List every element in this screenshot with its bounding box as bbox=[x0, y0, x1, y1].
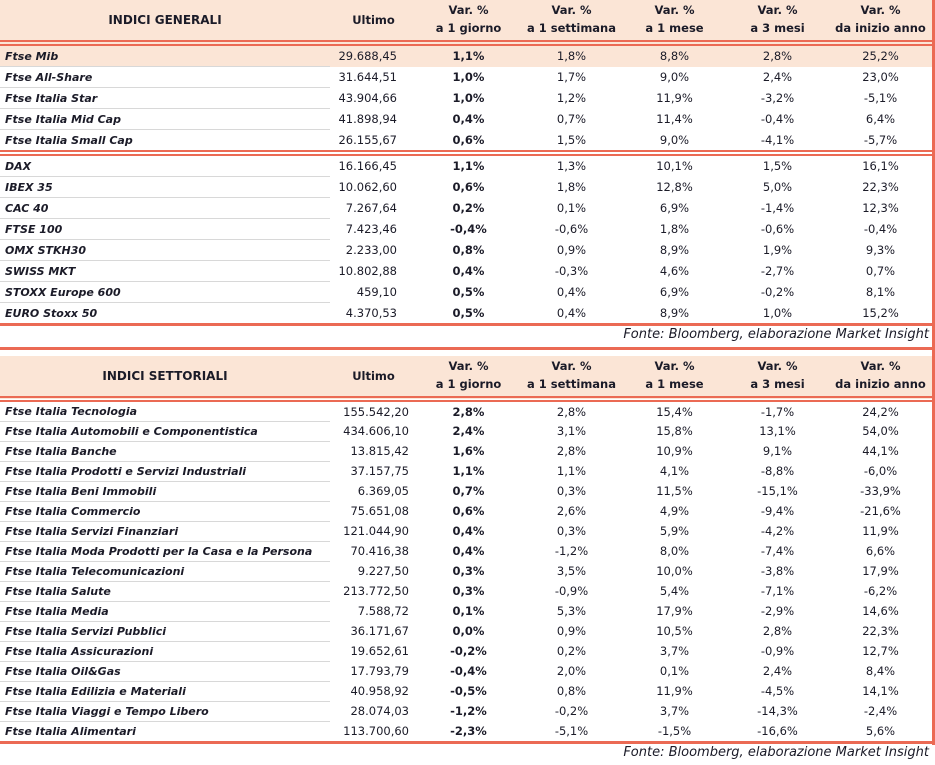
index-name: Ftse Italia Edilizia e Materiali bbox=[0, 681, 330, 701]
var-ytd-value: 14,6% bbox=[862, 604, 899, 619]
var-ytd-value: 9,3% bbox=[865, 243, 896, 257]
var-3months-value: 2,4% bbox=[762, 664, 793, 679]
var-ytd-value: 12,7% bbox=[862, 644, 899, 659]
last-price-value: 16.166,45 bbox=[338, 159, 397, 174]
var-1week-value: 0,9% bbox=[556, 624, 587, 639]
var-1month-value: 9,0% bbox=[659, 132, 690, 147]
index-name: Ftse Italia Mid Cap bbox=[0, 109, 330, 130]
index-name: Ftse Italia Small Cap bbox=[5, 133, 133, 147]
index-name: EURO Stoxx 50 bbox=[5, 306, 98, 320]
var-1week-value: 0,3% bbox=[556, 524, 587, 539]
var-1week-value: 0,4% bbox=[556, 285, 587, 299]
index-name: Ftse Mib bbox=[0, 43, 330, 67]
var-1day-value: 2,4% bbox=[452, 424, 485, 439]
var-3months-value: -0,9% bbox=[760, 644, 795, 659]
var-1day-value: 0,6% bbox=[452, 132, 485, 147]
var-1day-value: 1,6% bbox=[452, 444, 485, 459]
col-header-var-1day: Var. % a 1 giorno bbox=[417, 0, 520, 43]
last-price-value: 9.227,50 bbox=[357, 564, 409, 579]
var-1day-value: -2,3% bbox=[450, 724, 487, 739]
var-1month-value: 1,8% bbox=[659, 222, 690, 236]
var-3months-value: 2,8% bbox=[762, 624, 793, 639]
var-1week-value: 0,4% bbox=[556, 305, 587, 320]
var-1day-value: 0,5% bbox=[452, 305, 485, 320]
var-1week-value: 0,3% bbox=[556, 484, 587, 499]
var-1week-value: -0,6% bbox=[554, 222, 589, 236]
var-ytd-value: 5,6% bbox=[865, 724, 896, 739]
var-1day-value: 0,5% bbox=[452, 285, 485, 299]
var-1month-value: 11,9% bbox=[656, 684, 693, 699]
var-ytd-value: 22,3% bbox=[862, 180, 899, 194]
index-name: FTSE 100 bbox=[0, 219, 330, 240]
var-1month-value: 11,5% bbox=[656, 484, 693, 499]
last-price-value: 2.233,00 bbox=[345, 243, 397, 257]
index-row bbox=[0, 43, 932, 67]
var-ytd-value: 16,1% bbox=[862, 159, 899, 174]
general-indices-table bbox=[0, 0, 932, 326]
sector-table-title: INDICI SETTORIALI bbox=[0, 356, 330, 399]
var-3months-value: -2,9% bbox=[760, 604, 795, 619]
last-price-value: 155.542,20 bbox=[343, 404, 409, 419]
var-3months-value: 2,8% bbox=[726, 43, 829, 67]
col-header-var-1day: Var. % a 1 giorno bbox=[417, 356, 520, 399]
last-price-value: 121.044,90 bbox=[343, 524, 409, 539]
var-1day-value: 0,1% bbox=[452, 604, 485, 619]
var-1day-value: 0,7% bbox=[452, 484, 485, 499]
var-1month-value: 15,4% bbox=[656, 404, 693, 419]
index-name: Ftse Italia Salute bbox=[0, 581, 330, 601]
index-row bbox=[0, 67, 932, 88]
var-3months-value: -4,2% bbox=[760, 524, 795, 539]
col-header-var-3months: Var. % a 3 mesi bbox=[726, 356, 829, 399]
var-1week-value: 3,5% bbox=[556, 564, 587, 579]
var-1month-value: 5,9% bbox=[659, 524, 690, 539]
index-row bbox=[0, 561, 932, 581]
col-header-var-1month: Var. % a 1 mese bbox=[623, 356, 726, 399]
var-1month-value: 3,7% bbox=[659, 644, 690, 659]
index-row bbox=[0, 541, 932, 561]
var-1week-value: -1,2% bbox=[554, 544, 589, 559]
var-1month-value: 10,9% bbox=[656, 444, 693, 459]
var-1month-value: 8,0% bbox=[659, 544, 690, 559]
var-1day-value: 2,8% bbox=[452, 404, 485, 419]
last-price-value: 43.904,66 bbox=[338, 91, 397, 105]
var-1day-value: 1,1% bbox=[452, 159, 485, 174]
last-price-value: 36.171,67 bbox=[350, 624, 409, 639]
last-price-value: 75.651,08 bbox=[350, 504, 409, 519]
index-name: Ftse Italia Moda Prodotti per la Casa e la Persona bbox=[0, 541, 330, 561]
var-1week-value: -5,1% bbox=[554, 724, 589, 739]
var-1month-value: 4,6% bbox=[659, 264, 690, 278]
index-row bbox=[0, 130, 932, 151]
var-1month-value: 12,8% bbox=[656, 180, 693, 194]
var-3months-value: 9,1% bbox=[762, 444, 793, 459]
var-1month-value: 8,9% bbox=[659, 305, 690, 320]
var-1week-value: 3,1% bbox=[556, 424, 587, 439]
index-name: Ftse Italia Viaggi e Tempo Libero bbox=[0, 701, 330, 721]
var-1day-value: 0,6% bbox=[452, 180, 485, 194]
var-1week-value: -0,3% bbox=[554, 264, 589, 278]
index-row bbox=[0, 261, 932, 282]
index-row bbox=[0, 701, 932, 721]
var-3months-value: -3,2% bbox=[760, 91, 795, 105]
index-name: CAC 40 bbox=[0, 198, 330, 219]
var-1week-value: 0,9% bbox=[556, 243, 587, 257]
var-1day-value: 0,4% bbox=[452, 112, 485, 126]
index-row bbox=[0, 303, 932, 325]
var-ytd-value: 6,6% bbox=[865, 544, 896, 559]
index-row bbox=[0, 198, 932, 219]
var-3months-value: 1,0% bbox=[762, 305, 793, 320]
var-1week-value: 1,5% bbox=[556, 132, 587, 147]
sector-indices-table bbox=[0, 356, 932, 744]
var-1month-value: 4,9% bbox=[659, 504, 690, 519]
index-row bbox=[0, 421, 932, 441]
last-price-value: 213.772,50 bbox=[343, 584, 409, 599]
index-name: Ftse Italia Prodotti e Servizi Industriali bbox=[0, 461, 330, 481]
var-1month-value: 10,1% bbox=[656, 159, 693, 174]
var-ytd-value: 24,2% bbox=[862, 404, 899, 419]
index-name: Ftse Italia Commercio bbox=[0, 501, 330, 521]
var-1month-value: 11,9% bbox=[656, 91, 693, 105]
var-1week-value: 2,6% bbox=[556, 504, 587, 519]
col-header-ultimo: Ultimo bbox=[330, 356, 417, 399]
index-row bbox=[0, 721, 932, 742]
last-price-value: 19.652,61 bbox=[350, 644, 409, 659]
last-price-value: 40.958,92 bbox=[350, 684, 409, 699]
var-1day-value: -0,4% bbox=[450, 664, 487, 679]
var-1day-value: 0,2% bbox=[452, 201, 485, 215]
var-ytd-value: 25,2% bbox=[829, 43, 932, 67]
var-3months-value: -0,2% bbox=[760, 285, 795, 299]
var-1month-value: 5,4% bbox=[659, 584, 690, 599]
col-header-var-ytd: Var. % da inizio anno bbox=[829, 0, 932, 43]
var-1month-value: 9,0% bbox=[659, 70, 690, 84]
var-ytd-value: 44,1% bbox=[862, 444, 899, 459]
col-header-var-3months: Var. % a 3 mesi bbox=[726, 0, 829, 43]
var-1day-value: 1,0% bbox=[452, 70, 485, 84]
var-1day-value: 1,0% bbox=[452, 91, 485, 105]
var-1month-value: -1,5% bbox=[657, 724, 692, 739]
var-ytd-value: -5,7% bbox=[863, 132, 898, 147]
var-ytd-value: 23,0% bbox=[862, 70, 899, 84]
var-1month-value: 15,8% bbox=[656, 424, 693, 439]
var-1week-value: 1,2% bbox=[556, 91, 587, 105]
index-name: Ftse All-Share bbox=[0, 67, 330, 88]
var-3months-value: -9,4% bbox=[760, 504, 795, 519]
last-price-value: 6.369,05 bbox=[357, 484, 409, 499]
var-1month-value: 6,9% bbox=[659, 285, 690, 299]
var-1day-value: -0,2% bbox=[450, 644, 487, 659]
var-1day-value: -1,2% bbox=[450, 704, 487, 719]
source-note: Fonte: Bloomberg, elaborazione Market Insight bbox=[0, 326, 932, 350]
var-1month-value: 0,1% bbox=[659, 664, 690, 679]
var-1week-value: -0,9% bbox=[554, 584, 589, 599]
var-1month-value: 3,7% bbox=[659, 704, 690, 719]
index-name: SWISS MKT bbox=[0, 261, 330, 282]
var-1week-value: 1,8% bbox=[556, 180, 587, 194]
index-row bbox=[0, 399, 932, 422]
col-header-var-ytd: Var. % da inizio anno bbox=[829, 356, 932, 399]
index-row bbox=[0, 282, 932, 303]
index-name: Ftse Italia Servizi Pubblici bbox=[0, 621, 330, 641]
index-name: Ftse Italia Oil&Gas bbox=[0, 661, 330, 681]
index-name: Ftse Italia Tecnologia bbox=[0, 399, 330, 422]
var-3months-value: -16,6% bbox=[757, 724, 798, 739]
index-name: Ftse Italia Automobili e Componentistica bbox=[0, 421, 330, 441]
col-header-ultimo: Ultimo bbox=[330, 0, 417, 43]
var-1month-value: 6,9% bbox=[659, 201, 690, 215]
source-note: Fonte: Bloomberg, elaborazione Market Insight bbox=[623, 744, 929, 760]
var-ytd-value: -2,4% bbox=[863, 704, 898, 719]
last-price-value: 17.793,79 bbox=[350, 664, 409, 679]
var-3months-value: -7,1% bbox=[760, 584, 795, 599]
var-1day-value: 1,1% bbox=[452, 464, 485, 479]
var-1week-value: 0,2% bbox=[556, 644, 587, 659]
var-1day-value: 1,1% bbox=[417, 43, 520, 67]
last-price-value: 7.423,46 bbox=[345, 222, 397, 236]
last-price-value: 459,10 bbox=[356, 285, 397, 299]
var-ytd-value: 0,7% bbox=[865, 264, 896, 278]
col-header-var-1week: Var. % a 1 settimana bbox=[520, 356, 623, 399]
var-1month-value: 11,4% bbox=[656, 112, 693, 126]
index-row bbox=[0, 581, 932, 601]
var-ytd-value: 12,3% bbox=[862, 201, 899, 215]
var-ytd-value: -0,4% bbox=[863, 222, 898, 236]
var-3months-value: -0,4% bbox=[760, 112, 795, 126]
var-ytd-value: 6,4% bbox=[865, 112, 896, 126]
var-1week-value: 0,7% bbox=[556, 112, 587, 126]
var-3months-value: -1,7% bbox=[760, 404, 795, 419]
index-name: DAX bbox=[0, 153, 330, 177]
var-1week-value: 5,3% bbox=[556, 604, 587, 619]
last-price-value: 7.588,72 bbox=[357, 604, 409, 619]
index-name: Ftse Italia Assicurazioni bbox=[0, 641, 330, 661]
var-ytd-value: 17,9% bbox=[862, 564, 899, 579]
index-row bbox=[0, 601, 932, 621]
var-3months-value: 13,1% bbox=[759, 424, 796, 439]
var-1week-value: 1,3% bbox=[556, 159, 587, 174]
col-header-var-1week: Var. % a 1 settimana bbox=[520, 0, 623, 43]
var-1day-value: -0,4% bbox=[450, 222, 487, 236]
var-1day-value: 0,8% bbox=[452, 243, 485, 257]
last-price-value: 41.898,94 bbox=[338, 112, 397, 126]
index-row bbox=[0, 441, 932, 461]
var-3months-value: -1,4% bbox=[760, 201, 795, 215]
var-1week-value: 2,8% bbox=[556, 404, 587, 419]
last-price-value: 31.644,51 bbox=[338, 70, 397, 84]
index-row bbox=[0, 501, 932, 521]
var-3months-value: -15,1% bbox=[757, 484, 798, 499]
var-1week-value: 2,0% bbox=[556, 664, 587, 679]
index-row bbox=[0, 481, 932, 501]
index-name: Ftse Italia Star bbox=[0, 88, 330, 109]
index-row bbox=[0, 109, 932, 130]
index-name: Ftse Italia Servizi Finanziari bbox=[0, 521, 330, 541]
index-row bbox=[0, 641, 932, 661]
index-row bbox=[0, 240, 932, 261]
general-indices-block bbox=[0, 0, 932, 350]
var-1day-value: -0,5% bbox=[450, 684, 487, 699]
index-name: Ftse Italia Alimentari bbox=[5, 724, 136, 738]
var-1day-value: 0,4% bbox=[452, 264, 485, 278]
index-name: Ftse Italia Media bbox=[0, 601, 330, 621]
var-1week-value: 0,1% bbox=[556, 201, 587, 215]
last-price-value: 29.688,45 bbox=[330, 43, 417, 67]
var-1month-value: 4,1% bbox=[659, 464, 690, 479]
var-ytd-value: -21,6% bbox=[860, 504, 901, 519]
sector-indices-block bbox=[0, 356, 932, 765]
general-header-row bbox=[0, 0, 932, 43]
index-name: Ftse Italia Beni Immobili bbox=[0, 481, 330, 501]
index-name: STOXX Europe 600 bbox=[0, 282, 330, 303]
var-3months-value: -3,8% bbox=[760, 564, 795, 579]
general-table-title: INDICI GENERALI bbox=[0, 0, 330, 43]
var-ytd-value: 22,3% bbox=[862, 624, 899, 639]
last-price-value: 434.606,10 bbox=[343, 424, 409, 439]
index-name: OMX STKH30 bbox=[0, 240, 330, 261]
index-row bbox=[0, 88, 932, 109]
var-3months-value: 1,9% bbox=[762, 243, 793, 257]
var-3months-value: -2,7% bbox=[760, 264, 795, 278]
var-3months-value: -4,1% bbox=[760, 132, 795, 147]
index-row bbox=[0, 521, 932, 541]
var-ytd-value: 8,4% bbox=[865, 664, 896, 679]
index-row bbox=[0, 621, 932, 641]
var-ytd-value: 54,0% bbox=[862, 424, 899, 439]
last-price-value: 10.062,60 bbox=[338, 180, 397, 194]
var-1week-value: 1,8% bbox=[520, 43, 623, 67]
var-1month-value: 10,0% bbox=[656, 564, 693, 579]
var-1day-value: 0,3% bbox=[452, 564, 485, 579]
var-1month-value: 8,9% bbox=[659, 243, 690, 257]
var-ytd-value: 15,2% bbox=[862, 305, 899, 320]
var-1week-value: 0,8% bbox=[556, 684, 587, 699]
var-ytd-value: -6,0% bbox=[863, 464, 898, 479]
var-ytd-value: -33,9% bbox=[860, 484, 901, 499]
var-3months-value: -4,5% bbox=[760, 684, 795, 699]
var-3months-value: -7,4% bbox=[760, 544, 795, 559]
var-1week-value: 2,8% bbox=[556, 444, 587, 459]
var-3months-value: -0,6% bbox=[760, 222, 795, 236]
index-name: IBEX 35 bbox=[0, 177, 330, 198]
var-ytd-value: 8,1% bbox=[865, 285, 896, 299]
var-3months-value: 1,5% bbox=[762, 159, 793, 174]
last-price-value: 10.802,88 bbox=[338, 264, 397, 278]
index-name: Ftse Italia Telecomunicazioni bbox=[0, 561, 330, 581]
index-row bbox=[0, 461, 932, 481]
index-row bbox=[0, 681, 932, 701]
var-1month-value: 8,8% bbox=[623, 43, 726, 67]
var-3months-value: 5,0% bbox=[762, 180, 793, 194]
var-1week-value: 1,1% bbox=[556, 464, 587, 479]
index-row bbox=[0, 661, 932, 681]
var-1week-value: -0,2% bbox=[554, 704, 589, 719]
last-price-value: 26.155,67 bbox=[338, 132, 397, 147]
var-1day-value: 0,0% bbox=[452, 624, 485, 639]
var-3months-value: -14,3% bbox=[757, 704, 798, 719]
last-price-value: 7.267,64 bbox=[345, 201, 397, 215]
last-price-value: 4.370,53 bbox=[345, 305, 397, 320]
sector-header-row bbox=[0, 356, 932, 399]
var-1day-value: 0,4% bbox=[452, 524, 485, 539]
index-row bbox=[0, 177, 932, 198]
var-ytd-value: 11,9% bbox=[862, 524, 899, 539]
index-row bbox=[0, 219, 932, 240]
last-price-value: 113.700,60 bbox=[343, 724, 409, 739]
last-price-value: 70.416,38 bbox=[350, 544, 409, 559]
index-name: Ftse Italia Banche bbox=[0, 441, 330, 461]
var-1day-value: 0,6% bbox=[452, 504, 485, 519]
var-ytd-value: -5,1% bbox=[863, 91, 898, 105]
var-1day-value: 0,3% bbox=[452, 584, 485, 599]
var-1month-value: 17,9% bbox=[656, 604, 693, 619]
var-1month-value: 10,5% bbox=[656, 624, 693, 639]
var-ytd-value: 14,1% bbox=[862, 684, 899, 699]
var-ytd-value: -6,2% bbox=[863, 584, 898, 599]
var-1day-value: 0,4% bbox=[452, 544, 485, 559]
last-price-value: 13.815,42 bbox=[350, 444, 409, 459]
index-row bbox=[0, 153, 932, 177]
var-3months-value: -8,8% bbox=[760, 464, 795, 479]
last-price-value: 37.157,75 bbox=[350, 464, 409, 479]
var-1week-value: 1,7% bbox=[556, 70, 587, 84]
last-price-value: 28.074,03 bbox=[350, 704, 409, 719]
col-header-var-1month: Var. % a 1 mese bbox=[623, 0, 726, 43]
var-3months-value: 2,4% bbox=[762, 70, 793, 84]
